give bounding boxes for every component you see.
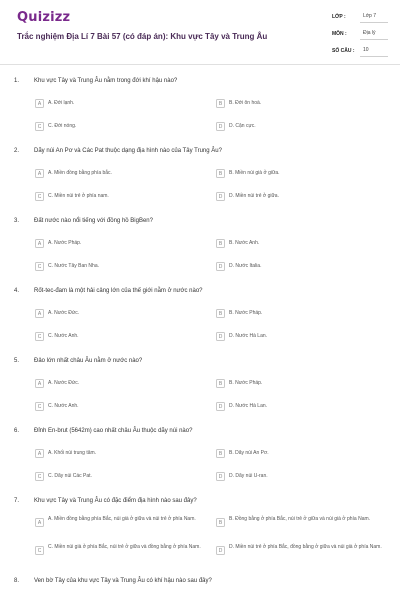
option-c[interactable] bbox=[35, 191, 205, 204]
question-item bbox=[0, 148, 400, 200]
option-c[interactable] bbox=[35, 121, 205, 134]
worksheet-meta bbox=[332, 10, 388, 61]
option-text: B. Dãy núi An Pơ. bbox=[229, 450, 269, 456]
question-number: 3. bbox=[14, 218, 20, 224]
option-text: B. Nước Pháp. bbox=[229, 380, 263, 386]
meta-value: Lớp 7 bbox=[360, 10, 388, 23]
option-letter-box: B bbox=[216, 449, 225, 458]
question-text: Đỉnh En-brut (5642m) cao nhất châu Âu thuộc dãy núi nào? bbox=[34, 428, 193, 434]
option-text: C. Nước Tây Ban Nha. bbox=[48, 263, 99, 269]
question-text: Ven bờ Tây của khu vực Tây và Trung Âu có khí hậu nào sau đây? bbox=[34, 578, 212, 584]
option-text: D. Miền núi trẻ ở giữa. bbox=[229, 193, 279, 199]
question-text: Dãy núi An Pơ và Các Pat thuộc dạng địa hình nào của Tây Trung Âu? bbox=[34, 148, 222, 154]
option-text: D. Cận cực. bbox=[229, 123, 256, 129]
question-text: Đất nước nào nổi tiếng với đồng hồ BigBen? bbox=[34, 218, 153, 224]
option-letter-box: B bbox=[216, 518, 225, 527]
option-text: A. Nước Đức. bbox=[48, 310, 80, 316]
option-letter-box: B bbox=[216, 169, 225, 178]
option-text: C. Dãy núi Các Pat. bbox=[48, 473, 92, 479]
option-text: C. Nước Anh. bbox=[48, 403, 79, 409]
option-letter-box: C bbox=[35, 262, 44, 271]
option-b[interactable] bbox=[216, 448, 386, 461]
option-text: B. Đới ôn hoà. bbox=[229, 100, 262, 106]
option-d[interactable] bbox=[216, 401, 386, 414]
option-letter-box: D bbox=[216, 546, 225, 555]
option-text: A. Đới lạnh. bbox=[48, 100, 75, 106]
meta-row-count bbox=[332, 44, 388, 57]
option-letter-box: A bbox=[35, 379, 44, 388]
question-text: Đảo lớn nhất châu Âu nằm ở nước nào? bbox=[34, 358, 143, 364]
meta-value: 10 bbox=[360, 44, 388, 57]
option-d[interactable] bbox=[216, 331, 386, 344]
option-text: A. Miền đồng bằng phía bắc. bbox=[48, 170, 112, 176]
option-a[interactable] bbox=[35, 98, 205, 111]
option-letter-box: C bbox=[35, 122, 44, 131]
question-item bbox=[0, 358, 400, 410]
option-c[interactable] bbox=[35, 543, 205, 563]
option-text: A. Miền đồng bằng phía Bắc, núi già ở giữa và núi trẻ ở phía Nam. bbox=[48, 516, 196, 522]
meta-value: Địa lý bbox=[360, 27, 388, 40]
worksheet-header bbox=[0, 0, 400, 64]
question-item bbox=[0, 498, 400, 554]
meta-row-subject bbox=[332, 27, 388, 40]
option-a[interactable] bbox=[35, 515, 205, 535]
quizizz-logo[interactable]: Quizizz bbox=[17, 10, 71, 25]
option-a[interactable] bbox=[35, 308, 205, 321]
option-c[interactable] bbox=[35, 331, 205, 344]
option-letter-box: C bbox=[35, 192, 44, 201]
option-text: B. Nước Anh. bbox=[229, 240, 260, 246]
option-text: D. Miền núi trẻ ở phía Bắc, đồng bằng ở giữa và núi già ở phía Nam. bbox=[229, 544, 382, 550]
option-letter-box: A bbox=[35, 449, 44, 458]
option-letter-box: D bbox=[216, 262, 225, 271]
option-d[interactable] bbox=[216, 543, 386, 563]
meta-key: MÔN : bbox=[332, 30, 347, 37]
option-text: A. Khối núi trung tâm. bbox=[48, 450, 97, 456]
worksheet-title: Trắc nghiệm Địa Lí 7 Bài 57 (có đáp án): Khu vực Tây và Trung Âu bbox=[17, 32, 268, 41]
header-divider bbox=[0, 64, 400, 65]
option-letter-box: A bbox=[35, 518, 44, 527]
option-text: C. Đới nóng. bbox=[48, 123, 77, 129]
option-d[interactable] bbox=[216, 261, 386, 274]
question-item bbox=[0, 578, 400, 590]
option-letter-box: B bbox=[216, 99, 225, 108]
option-b[interactable] bbox=[216, 308, 386, 321]
question-number: 4. bbox=[14, 288, 20, 294]
option-d[interactable] bbox=[216, 191, 386, 204]
option-letter-box: B bbox=[216, 239, 225, 248]
question-item bbox=[0, 428, 400, 480]
question-number: 6. bbox=[14, 428, 20, 434]
option-letter-box: D bbox=[216, 332, 225, 341]
option-b[interactable] bbox=[216, 98, 386, 111]
option-letter-box: B bbox=[216, 309, 225, 318]
question-item bbox=[0, 218, 400, 270]
option-b[interactable] bbox=[216, 238, 386, 251]
option-letter-box: A bbox=[35, 99, 44, 108]
option-text: D. Dãy núi U-ran. bbox=[229, 473, 268, 479]
option-text: C. Miền núi già ở phía Bắc, núi trẻ ở giữa và đồng bằng ở phía Nam. bbox=[48, 544, 201, 550]
option-text: A. Nước Đức. bbox=[48, 380, 80, 386]
option-text: D. Nước Hà Lan. bbox=[229, 333, 268, 339]
option-b[interactable] bbox=[216, 168, 386, 181]
option-text: B. Nước Pháp. bbox=[229, 310, 263, 316]
option-c[interactable] bbox=[35, 471, 205, 484]
option-text: B. Miền núi già ở giữa. bbox=[229, 170, 280, 176]
option-c[interactable] bbox=[35, 401, 205, 414]
option-text: A. Nước Pháp. bbox=[48, 240, 82, 246]
option-text: C. Miền núi trẻ ở phía nam. bbox=[48, 193, 109, 199]
option-letter-box: C bbox=[35, 472, 44, 481]
option-d[interactable] bbox=[216, 471, 386, 484]
option-letter-box: A bbox=[35, 239, 44, 248]
option-text: D. Nước Hà Lan. bbox=[229, 403, 268, 409]
question-text: Khu vực Tây và Trung Âu có đặc điểm địa hình nào sau đây? bbox=[34, 498, 197, 504]
option-letter-box: D bbox=[216, 122, 225, 131]
option-letter-box: C bbox=[35, 546, 44, 555]
option-letter-box: D bbox=[216, 402, 225, 411]
meta-key: LỚP : bbox=[332, 13, 346, 20]
option-b[interactable] bbox=[216, 515, 386, 535]
question-number: 8. bbox=[14, 578, 20, 584]
question-item bbox=[0, 288, 400, 340]
option-a[interactable] bbox=[35, 168, 205, 181]
option-text: B. Đồng bằng ở phía Bắc, núi trẻ ở giữa và núi già ở phía Nam. bbox=[229, 516, 371, 522]
option-a[interactable] bbox=[35, 238, 205, 251]
question-item bbox=[0, 78, 400, 130]
question-number: 7. bbox=[14, 498, 20, 504]
question-text: Khu vực Tây và Trung Âu nằm trong đới khí hậu nào? bbox=[34, 78, 178, 84]
question-number: 5. bbox=[14, 358, 20, 364]
option-letter-box: A bbox=[35, 169, 44, 178]
option-letter-box: C bbox=[35, 332, 44, 341]
question-text: Rốt-tec-đam là một hải cảng lớn của thế giới nằm ở nước nào? bbox=[34, 288, 203, 294]
option-text: D. Nước Italia. bbox=[229, 263, 262, 269]
option-text: C. Nước Anh. bbox=[48, 333, 79, 339]
option-letter-box: C bbox=[35, 402, 44, 411]
option-c[interactable] bbox=[35, 261, 205, 274]
option-letter-box: A bbox=[35, 309, 44, 318]
option-letter-box: B bbox=[216, 379, 225, 388]
option-letter-box: D bbox=[216, 192, 225, 201]
meta-key: SỐ CÂU : bbox=[332, 47, 355, 54]
question-number: 2. bbox=[14, 148, 20, 154]
option-a[interactable] bbox=[35, 378, 205, 391]
option-a[interactable] bbox=[35, 448, 205, 461]
option-letter-box: D bbox=[216, 472, 225, 481]
option-d[interactable] bbox=[216, 121, 386, 134]
meta-row-class bbox=[332, 10, 388, 23]
option-b[interactable] bbox=[216, 378, 386, 391]
question-number: 1. bbox=[14, 78, 20, 84]
